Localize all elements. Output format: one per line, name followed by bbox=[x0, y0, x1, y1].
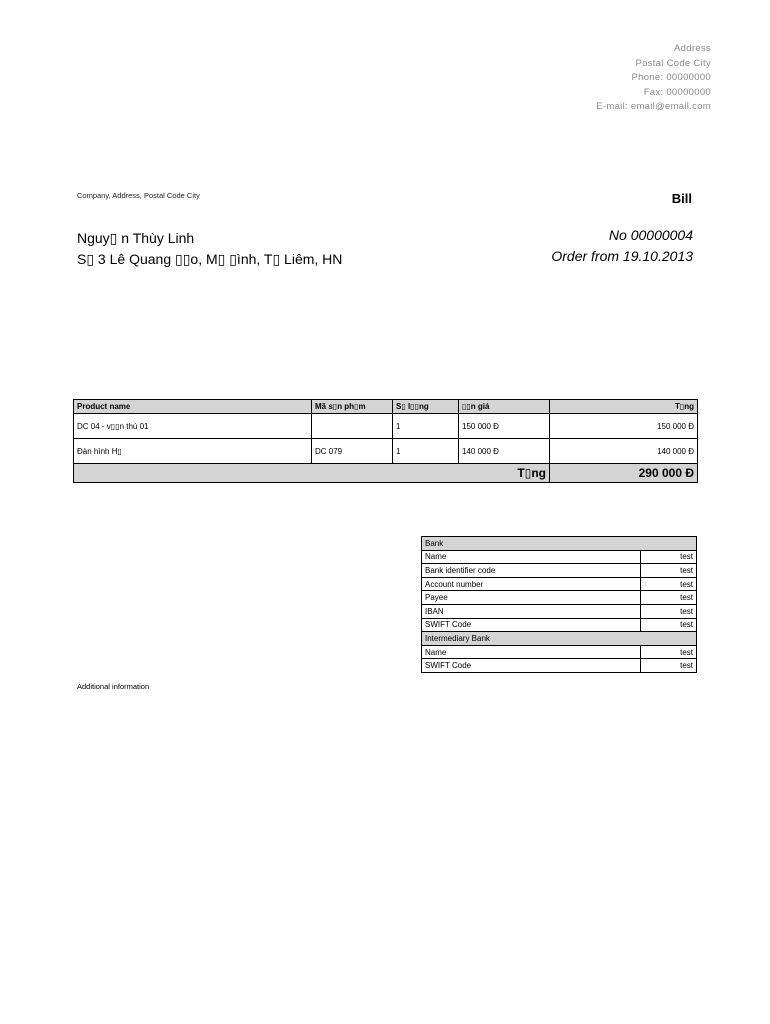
cell-product-code: DC 079 bbox=[312, 439, 393, 464]
bank-label: Bank identifier code bbox=[422, 564, 641, 578]
bank-label: Payee bbox=[422, 591, 641, 605]
additional-information: Additional information bbox=[77, 682, 150, 691]
document-info bbox=[551, 225, 693, 266]
return-address-line: Company, Address, Postal Code City bbox=[77, 191, 200, 200]
bank-row bbox=[422, 618, 697, 632]
sender-phone: Phone: 00000000 bbox=[631, 72, 711, 84]
sender-email: E-mail: email@email.com bbox=[596, 101, 711, 113]
cell-quantity: 1 bbox=[393, 414, 459, 439]
bank-value: test bbox=[640, 604, 696, 618]
bank-value: test bbox=[640, 577, 696, 591]
table-row bbox=[74, 439, 698, 464]
bank-value: test bbox=[640, 618, 696, 632]
col-header-product-name: Product name bbox=[74, 400, 312, 414]
total-label: T▯ng bbox=[74, 464, 550, 483]
intermediary-bank-header-row bbox=[422, 632, 697, 646]
bank-row bbox=[422, 550, 697, 564]
bank-row bbox=[422, 604, 697, 618]
cell-product-name: DC 04 - v▯▯n thú 01 bbox=[74, 414, 312, 439]
bank-label: Account number bbox=[422, 577, 641, 591]
bank-label: SWIFT Code bbox=[422, 659, 641, 673]
bank-value: test bbox=[640, 645, 696, 659]
recipient-address: S▯ 3 Lê Quang ▯▯o, M▯ ▯ình, T▯ Liêm, HN bbox=[77, 251, 343, 267]
bank-label: Name bbox=[422, 550, 641, 564]
recipient-name: Nguy▯ n Thùy Linh bbox=[77, 230, 195, 246]
cell-line-total: 150 000 Đ bbox=[550, 414, 698, 439]
sender-address: Address bbox=[674, 43, 711, 54]
intermediary-bank-row bbox=[422, 645, 697, 659]
total-value: 290 000 Đ bbox=[550, 464, 698, 483]
order-date: Order from 19.10.2013 bbox=[551, 247, 693, 264]
sender-postal-city: Postal Code City bbox=[635, 57, 711, 69]
items-header-row bbox=[74, 400, 698, 414]
total-row bbox=[74, 464, 698, 483]
cell-unit-price: 150 000 Đ bbox=[459, 414, 550, 439]
bank-title: Bank bbox=[422, 537, 697, 551]
bank-label: IBAN bbox=[422, 604, 641, 618]
table-row bbox=[74, 414, 698, 439]
document-number: No 00000004 bbox=[608, 227, 693, 243]
bank-value: test bbox=[640, 591, 696, 605]
document-title: Bill bbox=[671, 191, 692, 206]
col-header-quantity: S▯ l▯▯ng bbox=[393, 400, 459, 414]
bank-value: test bbox=[640, 659, 696, 673]
cell-unit-price: 140 000 Đ bbox=[459, 439, 550, 464]
col-header-total: T▯ng bbox=[550, 400, 698, 414]
sender-address-block bbox=[596, 42, 711, 115]
intermediary-bank-title: Intermediary Bank bbox=[422, 632, 697, 646]
col-header-product-code: Mã s▯n ph▯m bbox=[312, 400, 393, 414]
bank-label: SWIFT Code bbox=[422, 618, 641, 632]
bank-header-row bbox=[422, 537, 697, 551]
recipient-block bbox=[77, 228, 342, 270]
bank-row bbox=[422, 591, 697, 605]
intermediary-bank-row bbox=[422, 659, 697, 673]
bank-row bbox=[422, 564, 697, 578]
cell-product-name: Đàn hình H▯ bbox=[74, 439, 312, 464]
items-table bbox=[73, 399, 698, 483]
sender-fax: Fax: 00000000 bbox=[643, 86, 711, 98]
col-header-unit-price: ▯▯n giá bbox=[459, 400, 550, 414]
bank-label: Name bbox=[422, 645, 641, 659]
bank-row bbox=[422, 577, 697, 591]
bank-value: test bbox=[640, 564, 696, 578]
cell-quantity: 1 bbox=[393, 439, 459, 464]
cell-line-total: 140 000 Đ bbox=[550, 439, 698, 464]
bank-details-table bbox=[421, 536, 697, 673]
cell-product-code bbox=[312, 414, 393, 439]
bank-value: test bbox=[640, 550, 696, 564]
